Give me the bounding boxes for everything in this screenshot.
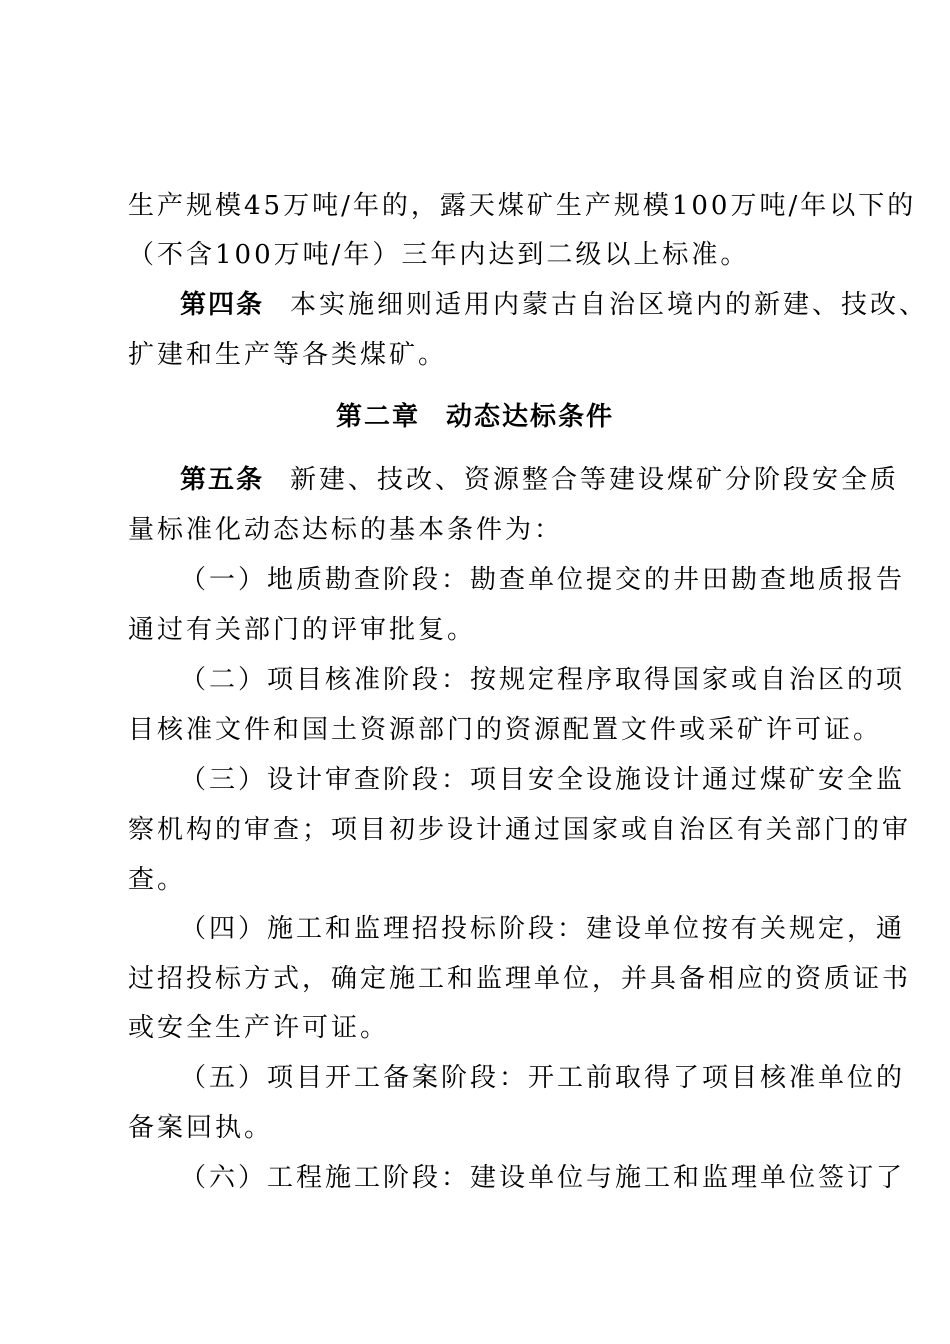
paragraph-line: 通过有关部门的评审批复。: [128, 615, 477, 645]
paragraph-line: 生产规模45万吨/年的，露天煤矿生产规模100万吨/年以下的: [128, 191, 917, 221]
list-item-1: （一）地质勘查阶段：勘查单位提交的井田勘查地质报告: [180, 565, 906, 595]
list-item-2: （二）项目核准阶段：按规定程序取得国家或自治区的项: [180, 665, 906, 695]
paragraph-line: 或安全生产许可证。: [128, 1013, 390, 1043]
list-item-3: （三）设计审查阶段：项目安全设施设计通过煤矿安全监: [180, 765, 906, 795]
list-item-4: （四）施工和监理招投标阶段：建设单位按有关规定，通: [180, 914, 906, 944]
paragraph-line: 量标准化动态达标的基本条件为：: [128, 515, 564, 545]
article-5-text: 新建、技改、资源整合等建设煤矿分阶段安全质: [290, 465, 900, 495]
article-4-text: 本实施细则适用内蒙古自治区境内的新建、技改、: [290, 290, 929, 320]
article-4-line: [180, 290, 928, 320]
article-5-label: 第五条: [180, 465, 265, 495]
paragraph-line: （不含100万吨/年）三年内达到二级以上标准。: [128, 240, 750, 270]
article-4-label: 第四条: [180, 290, 265, 320]
paragraph-line: 备案回执。: [128, 1113, 274, 1143]
paragraph-line: 目核准文件和国土资源部门的资源配置文件或采矿许可证。: [128, 715, 883, 745]
paragraph-line: 查。: [128, 865, 187, 895]
list-item-6: （六）工程施工阶段：建设单位与施工和监理单位签订了: [180, 1163, 906, 1193]
chapter-title: 动态达标条件: [446, 402, 615, 432]
chapter-number: 第二章: [335, 402, 420, 432]
paragraph-line: 过招投标方式，确定施工和监理单位，并具备相应的资质证书: [128, 964, 912, 994]
article-5-line: [180, 465, 899, 495]
paragraph-line: 察机构的审查；项目初步设计通过国家或自治区有关部门的审: [128, 815, 912, 845]
paragraph-line: 扩建和生产等各类煤矿。: [128, 340, 448, 370]
chapter-heading: [0, 402, 950, 432]
list-item-5: （五）项目开工备案阶段：开工前取得了项目核准单位的: [180, 1063, 906, 1093]
